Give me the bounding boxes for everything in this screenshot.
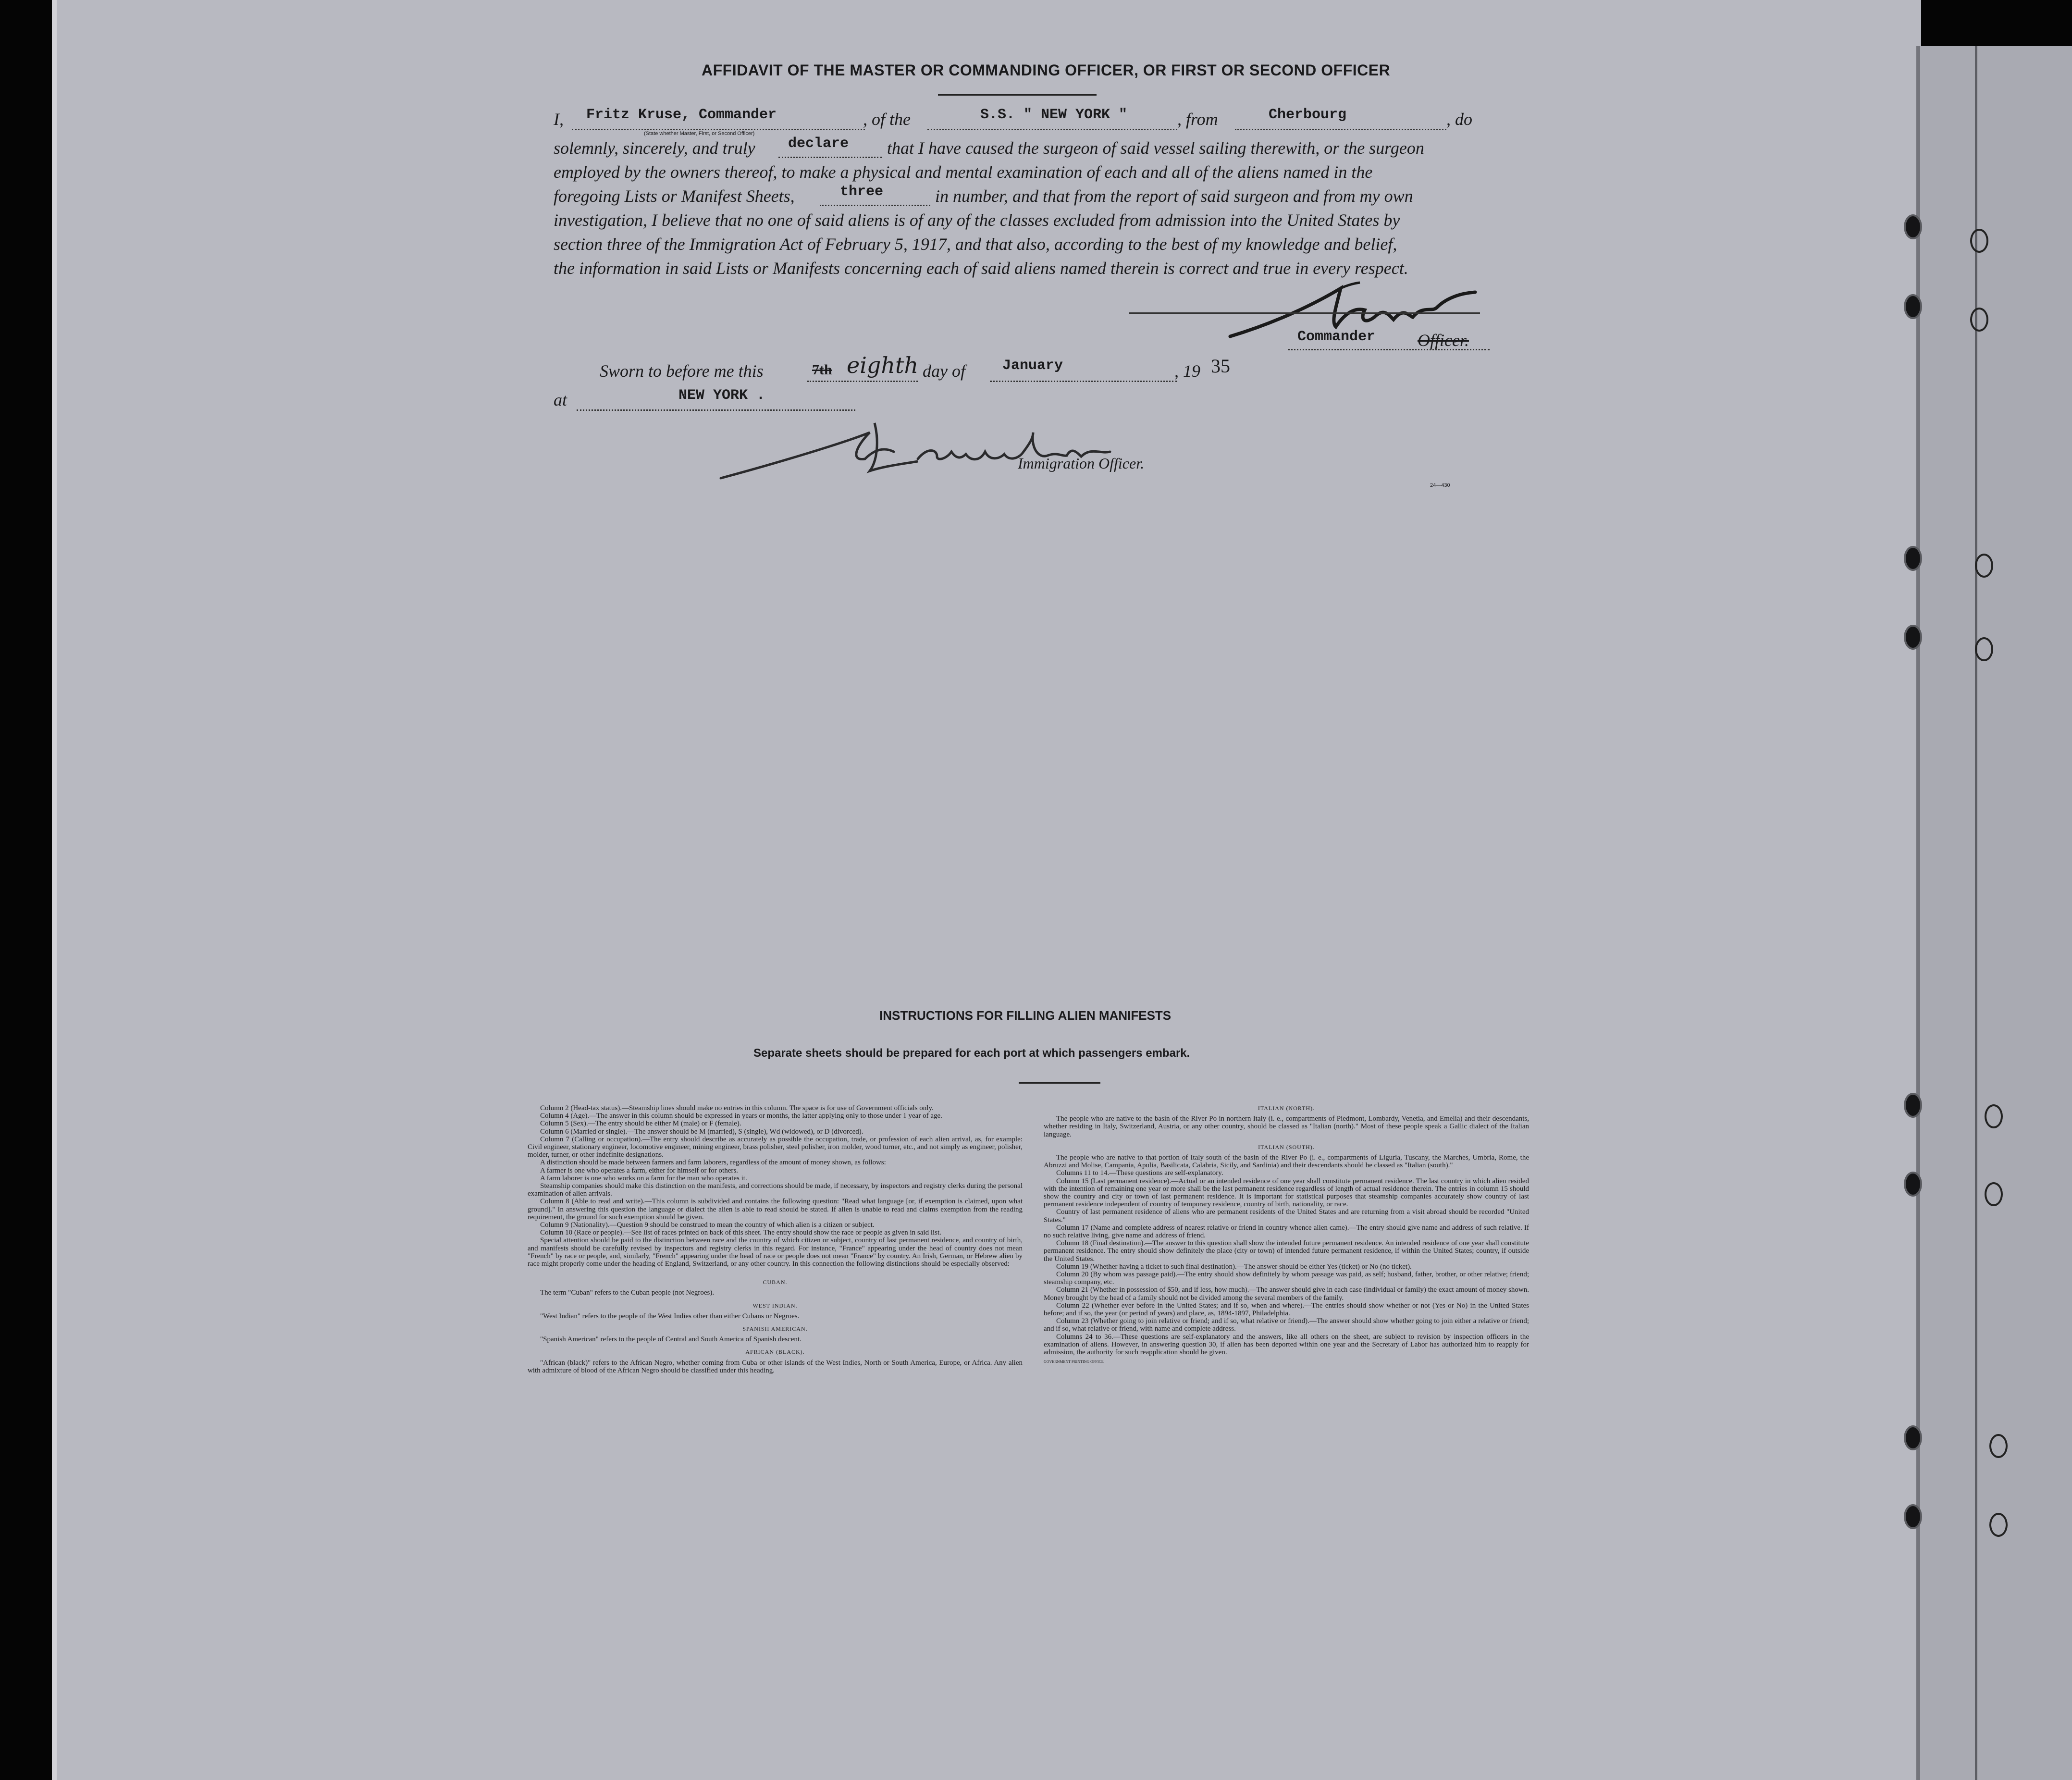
immigration-officer-label: Immigration Officer.	[1018, 455, 1145, 472]
instr-col22: Column 22 (Whether ever before in the United States; and if so, when and where).—The entries should show whether or not (Yes or No) in the United States before; and if so, the year (or period of years) and place, as, 1894-1897, Philadelphia.	[1044, 1301, 1529, 1318]
title-rule	[938, 94, 1097, 96]
officer-note: (State whether Master, First, or Second Officer)	[644, 131, 755, 136]
text-italian-north: The people who are native to the basin of the River Po in northern Italy (i. e., compartments of Piedmont, Lombardy, Venetia, and Emelia) and their descendants, whether residing in Italy, Switzerland, Austria, or any other country, should be classed as "Italian (north)." Most of these people speak a Gallic dialect of the Italian language.	[1044, 1115, 1529, 1138]
day-of-label: day of	[923, 361, 965, 381]
instr-col6: Column 6 (Married or single).—The answer should be M (married), S (single), Wd (widowed), or D (divorced).	[540, 1127, 863, 1136]
at-label: at	[554, 390, 567, 409]
instructions-right-column	[1044, 1104, 1529, 1368]
month: January	[1002, 358, 1063, 374]
rank-fill-line	[1288, 349, 1490, 350]
rank-commander: Commander	[1297, 329, 1376, 345]
instr-col19: Column 19 (Whether having a ticket to such final destination).—The answer should be either Yes (ticket) or No (no ticket).	[1056, 1262, 1412, 1271]
binder-ring	[1985, 1182, 2003, 1206]
heading-west-indian: WEST INDIAN.	[752, 1302, 798, 1309]
affidavit-line-4-post: in number, and that from the report of said surgeon and from my own	[935, 186, 1413, 206]
binder-hole	[1904, 1172, 1922, 1197]
instr-col5: Column 5 (Sex).—The entry should be either M (male) or F (female).	[540, 1120, 741, 1128]
instr-steamship: Steamship companies should make this distinction on the manifests, and corrections should be made, if necessary, by inspectors and registry clerks during the personal examination of alien arrivals.	[528, 1182, 1023, 1198]
affidavit-line-2-pre: solemnly, sincerely, and truly	[554, 138, 755, 158]
instr-farmer: A farmer is one who operates a farm, either for himself or for others.	[540, 1166, 738, 1174]
binder-hole	[1904, 1504, 1922, 1529]
master-name: Fritz Kruse, Commander	[586, 107, 777, 123]
affidavit-line-2-post: that I have caused the surgeon of said vessel sailing therewith, or the surgeon	[887, 138, 1424, 158]
text-spanish-american: "Spanish American" refers to the people of Central and South America of Spanish descent.	[540, 1335, 802, 1344]
binder-hole	[1904, 214, 1922, 239]
text-west-indian: "West Indian" refers to the people of the West Indies other than either Cubans or Negroes.	[540, 1312, 800, 1320]
binder-hole	[1904, 1093, 1922, 1118]
port-fill-line	[1235, 129, 1446, 130]
officer-struck: Officer.	[1418, 331, 1469, 350]
form-number: 24—430	[1430, 482, 1450, 488]
instructions-subtitle: Separate sheets should be prepared for each port at which passengers embark.	[753, 1047, 1190, 1060]
printer-imprint: GOVERNMENT PRINTING OFFICE	[1044, 1360, 1104, 1364]
binder-ring	[1975, 554, 1993, 578]
instr-col17: Column 17 (Name and complete address of nearest relative or friend in country whence alien came).—The entry should give name and address of such relative. If no such relative living, give name and address of friend.	[1044, 1224, 1529, 1240]
commander-signature-line	[1129, 312, 1480, 314]
affidavit-line-3: employed by the owners thereof, to make a physical and mental examination of each and all of the aliens named in the	[554, 162, 1373, 182]
heading-spanish-american: SPANISH AMERICAN.	[742, 1325, 808, 1333]
affidavit-line-4-pre: foregoing Lists or Manifest Sheets,	[554, 186, 795, 206]
binder-hole	[1904, 625, 1922, 650]
binder-ring	[1985, 1104, 2003, 1128]
instructions-rule	[1019, 1082, 1100, 1084]
heading-italian-south: ITALIAN (SOUTH).	[1258, 1143, 1315, 1150]
text-african: "African (black)" refers to the African Negro, whether coming from Cuba or other islands of the West Indies, North or South America, Europe, or Africa. Any alien with admixture of blood of the African Negro should be classified under this heading.	[528, 1359, 1023, 1374]
year-suffix: 35	[1211, 355, 1230, 377]
day-handwritten: eighth	[847, 352, 919, 378]
instructions-left-column	[528, 1104, 1023, 1374]
port-name: Cherbourg	[1269, 107, 1347, 123]
instr-col20: Column 20 (By whom was passage paid).—The entry should show definitely by whom passage was paid, as self; husband, father, brother, or other relative; friend; steamship company, etc.	[1044, 1271, 1529, 1286]
instr-col23: Column 23 (Whether going to join relative or friend; and if so, what relative or friend).—The answer should show whether going to join either a relative or friend; and if so, what relative or friend, with name and complete address.	[1044, 1317, 1529, 1333]
binder-ring	[1970, 308, 1988, 332]
declare-fill-line	[778, 157, 882, 158]
instr-col9: Column 9 (Nationality).—Question 9 should be construed to mean the country of which alien is a citizen or subject.	[540, 1221, 875, 1229]
month-fill-line	[990, 381, 1177, 382]
instructions-title: INSTRUCTIONS FOR FILLING ALIEN MANIFESTS	[879, 1008, 1172, 1023]
binder-ring	[1975, 637, 1993, 661]
instr-col4: Column 4 (Age).—The answer in this column should be expressed in years or months, the latter applying only to those under 1 year of age.	[540, 1112, 942, 1120]
affidavit-line-7: the information in said Lists or Manifests concerning each of said aliens named therein is correct and true in every respect.	[554, 259, 1408, 278]
text-italian-south: The people who are native to that portion of Italy south of the basin of the River Po (i. e., compartments of Liguria, Tuscany, the Marches, Umbria, Rome, the Abruzzi and Molise, Campania, Apulia, Basilicata, Calabria, Sicily, and Sardinia) and their descendants should be classed as "Italian (south)."	[1044, 1154, 1529, 1170]
adjacent-page-edge-2	[1975, 46, 2072, 1780]
instr-col7: Column 7 (Calling or occupation).—The entry should describe as accurately as possible the occupation, trade, or profession of each alien arrival, as, for example: Civil engineer, stationary engineer, locomotive engineer, mining engineer, brass polisher, steel polisher, iron molder, wood turner, etc., and not simply as engineer, polisher, molder, turner, or other indefinite designations.	[528, 1135, 1023, 1159]
affidavit-line-6: section three of the Immigration Act of February 5, 1917, and that also, according to the best of my knowledge and belief,	[554, 235, 1397, 254]
instr-col24-36: Columns 24 to 36.—These questions are self-explanatory and the answers, like all others on the sheet, are subject to revision by inspection officers in the examination of aliens. However, in answering question 30, if alien has been deported within one year and the Secretary of Labor has authorized him to reapply for admission, the authority for such reapplication should be given.	[1044, 1333, 1529, 1357]
vessel-name: S.S. " NEW YORK "	[980, 107, 1128, 123]
affidavit-i: I,	[554, 110, 564, 129]
instr-farm-distinction: A distinction should be made between farmers and farm laborers, regardless of the amount of money shown, as follows:	[540, 1159, 886, 1167]
instr-race-distinction: Special attention should be paid to the distinction between race and the country of which citizen or subject, country of last permanent residence, and country of birth, and manifests should be carefully revised by inspectors and registry clerks in this regard. For instance, "France" appearing under the head of country does not mean "French" by race or people, and, similarly, "French" appearing under the head of race or people does not mean "France" by country. An Irish, German, or Hebrew alien by race might properly come under the heading of England, Switzerland, or any other country. In this connection the following distinctions should be especially observed:	[528, 1236, 1023, 1268]
of-the-label: , of the	[863, 110, 911, 129]
instr-col21: Column 21 (Whether in possession of $50, and if less, how much).—The answer should give in each case (individual or family) the exact amount of money shown. Money brought by the head of a family should not be divided among the several members of the family.	[1044, 1286, 1529, 1302]
instr-col18: Column 18 (Final destination).—The answer to this question shall show the intended future permanent residence. An intended residence of one year shall constitute permanent residence. The entry should show definitely the place (city or town) of intended future permanent residence, if within the United States; country, if outside the United States.	[1044, 1239, 1529, 1263]
heading-african: AFRICAN (BLACK).	[745, 1348, 805, 1356]
day-struck: 7th	[812, 362, 832, 378]
name-fill-line	[572, 129, 865, 130]
sheet-count: three	[840, 184, 884, 200]
year-prefix: , 19	[1174, 361, 1200, 381]
instr-farm-laborer: A farm laborer is one who works on a farm for the man who operates it.	[540, 1174, 747, 1182]
affidavit-line-5: investigation, I believe that no one of said aliens is of any of the classes excluded from admission into the United States by	[554, 210, 1400, 230]
instr-col8: Column 8 (Able to read and write).—This column is subdivided and contains the following question: "Read what language [or, if exemption is claimed, upon what ground]." In answering this question the language or dialect the alien is able to read should be stated. If alien is unable to read and claims exemption from the reading requirement, the ground for such exemption should be given.	[528, 1198, 1023, 1221]
binder-ring	[1989, 1513, 2008, 1537]
instr-returning-residents: Country of last permanent residence of aliens who are permanent residents of the United States and are returning from a visit abroad should be recorded "United States."	[1044, 1208, 1529, 1224]
instr-col11-14: Columns 11 to 14.—These questions are self-explanatory.	[1056, 1169, 1223, 1177]
instr-col2: Column 2 (Head-tax status).—Steamship lines should make no entries in this column. The space is for use of Government officials only.	[540, 1104, 934, 1112]
count-fill-line	[820, 205, 930, 206]
heading-cuban: CUBAN.	[763, 1279, 788, 1286]
instr-col15: Column 15 (Last permanent residence).—Actual or an intended residence of one year shall constitute permanent residence. The last country in which alien resided with the intention of remaining one year or more shall be the last permanent residence regardless of length of actual residence therein. The entries in column 15 should show the country and city or town of last permanent residence. It is important for statistical purposes that steamship companies accurately show country of last permanent residence independent of country of temporary residence, country of birth, nationality, or race.	[1044, 1177, 1529, 1209]
do-label: , do	[1446, 110, 1472, 129]
binder-hole	[1904, 294, 1922, 319]
sworn-label: Sworn to before me this	[600, 361, 764, 381]
declare-word: declare	[788, 136, 849, 152]
day-fill-line	[807, 381, 918, 382]
binder-ring	[1989, 1434, 2008, 1458]
binder-hole	[1904, 546, 1922, 571]
place-fill-line	[577, 409, 855, 411]
binder-ring	[1970, 229, 1988, 253]
heading-italian-north: ITALIAN (NORTH).	[1258, 1105, 1315, 1112]
place: NEW YORK .	[678, 387, 765, 404]
affidavit-title: AFFIDAVIT OF THE MASTER OR COMMANDING OFFICER, OR FIRST OR SECOND OFFICER	[702, 62, 1391, 79]
text-cuban: The term "Cuban" refers to the Cuban people (not Negroes).	[540, 1289, 715, 1297]
vessel-fill-line	[927, 129, 1177, 130]
from-label: , from	[1177, 110, 1218, 129]
instr-col10: Column 10 (Race or people).—See list of races printed on back of this sheet. The entry should show the race or people as given in said list.	[540, 1229, 941, 1237]
binder-hole	[1904, 1425, 1922, 1450]
